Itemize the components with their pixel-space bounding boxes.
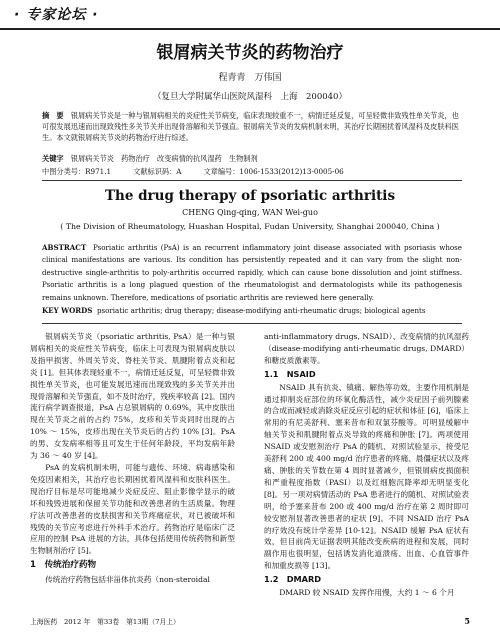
- chinese-keywords-label: 关键字: [42, 154, 64, 163]
- section-header: [0, 0, 500, 30]
- document-code: 文献标识码：A: [133, 167, 182, 176]
- body-paragraph: NSAID 具有抗炎、镇痛、解热等功效，主要作用机制是通过抑制炎症部位的环氧化酶活性，减少炎症因子前列腺素的合成而减轻或消除炎症反应引起的症状和体征 [6]，临床上常用的有尼美舒利、塞来昔布和双氯芬酸等。可明显缓解中轴关节炎和肌腱附着点炎导致的疼痛和肿胀 [7]。两项使用 NSAID 或安慰剂治疗 PsA 的随机、对照试验显示，接受尼美舒利 200 或 400 mg/d 治疗患者的疼痛、晨僵症状以及疼痛、肿胀的关节数在第 4 周时显著减少，但银屑病皮损面积和严重程度指数（PASI）以及红细胞沉降率却无明显变化 [8]。另一项对病情活动的 PsA 患者进行的随机、对照试验表明，给予塞来昔布 200 或 400 mg/d 治疗在第 2 周时即可较安慰剂显著改善患者的症状 [9]。不同 NSAID 治疗 PsA 的疗效没有统计学差异 [10-12]。NSAID 缓解 PsA 症状有效，但目前尚无证据表明其能改变疾病的进程和发展，同时副作用也很明显，包括诱发消化道溃疡、出血、心血管事件和加重皮损等 [13]。: [264, 382, 469, 571]
- english-abstract-text: Psoriatic arthritis (PsA) is an recurrent inflammatory joint disease associated with psoriasis whose clinical manifestations are various. Its condition has persistently repeated and it can vary from the slight non-destructive single-arthritis to poly-arthritis occurred rapidly, which can cause bone dissolution and joint stiffness. Psoriatic arthritis is a long plagued question of the rheumatologist and dermatologists while its pathogenesis remains unknown. Therefore, medications of psoriatic arthritis are reviewed here generally.: [42, 243, 463, 302]
- english-title: The drug therapy of psoriatic arthritis: [104, 188, 396, 204]
- chinese-keywords-text: 银屑病关节炎 药物治疗 改变病情的抗风湿药 生物制剂: [70, 154, 258, 163]
- section-tag: · 专家论坛 ·: [14, 7, 99, 23]
- english-abstract: [42, 242, 462, 304]
- english-keywords-text: psoriatic arthritis; drug therapy; disease-modifying anti-rheumatic drugs; biological agents: [96, 306, 426, 315]
- english-keywords-label: KEY WORDS: [42, 306, 93, 315]
- page-footer: [30, 616, 470, 626]
- page-number: 5: [464, 616, 470, 626]
- english-authors: CHENG Qing-qing, WAN Wei-guo: [182, 208, 318, 217]
- clc-number: 中图分类号：R971.1: [42, 167, 112, 176]
- chinese-authors: 程青青 万伟国: [218, 73, 282, 83]
- body-paragraph: DMARD 较 NSAID 发挥作用慢，大约 1 ～ 6 个月: [279, 588, 455, 598]
- body-right-column: [264, 331, 469, 599]
- article-number: 文章编号：1006-1533(2012)13-0005-06: [203, 167, 344, 176]
- chinese-abstract: [42, 110, 462, 143]
- header-rule: [0, 28, 500, 30]
- classification-row: [42, 167, 462, 177]
- body-paragraph: 银屑病关节炎（psoriatic arthritis, PsA）是一种与银屑病相关的炎症性关节病变，临床上可表现为银屑病皮肤以及指甲损害、外周关节炎、脊柱关节炎、肌腱附着点炎和起炎 [1]。但其体表现轻重不一，病情迁延反复，可呈轻微非致损性单关节炎，也可能发展迅速而出现致残的多关节关并出现骨溶解和关节强直，如不及时治疗，残疾率较高 [2]。国内流行病学调查报道，PsA 占总银屑病的 0.69%，其中皮肤出现在关节炎之前的占约 75%，皮疹和关节炎同时出现的占 10% ～ 15%，皮疹出现在关节炎后的占约 10% [3]。PsA 的男、女发病率相等且可发生于任何年龄段，平均发病年龄为 36 ～ 40 岁 [4]。: [30, 332, 235, 461]
- divider-rule: [42, 323, 462, 324]
- body-paragraph: anti-inflammatory drugs, NSAID）、改变病情的抗风湿药（disease-modifying anti-rheumatic drugs, DMARD）和糖皮质激素等。: [264, 332, 469, 365]
- subsection-heading: 1.1 NSAID: [264, 368, 316, 379]
- english-abstract-label: ABSTRACT: [42, 243, 87, 252]
- body-paragraph: PsA 的发病机制未明，可能与遗传、环境、病毒感染和免疫因素相关，其治疗也长期困扰着风湿科和皮肤科医生。现治疗目标是尽可能地减少炎症反应、阻止影像学显示的破坏和残毁进展和保留关节功能和改善患者的生活质量。物理疗法可改善患者的皮肤损害和关节疼痛症状，对已被破坏和残毁的关节应考虑进行外科手术治疗。药物治疗是临床广泛应用的控制 PsA 进展的方法，具体包括使用传统药物和新型生物制剂治疗 [5]。: [30, 462, 235, 556]
- english-affiliation: ( The Division of Rheumatology, Huashan Hospital, Fudan University, Shanghai 200040, China ): [60, 222, 440, 231]
- chinese-affiliation: （复旦大学附属华山医院风湿科 上海 200040）: [153, 92, 347, 102]
- journal-info: 上海医药 2012 年 第33卷 第13期（7月上）: [30, 618, 180, 626]
- subsection-heading: 1.2 DMARD: [264, 574, 322, 585]
- english-keywords: [42, 306, 462, 315]
- chinese-abstract-label: 摘 要: [42, 111, 64, 120]
- divider-rule: [42, 180, 462, 181]
- chinese-keywords: [42, 154, 462, 164]
- chinese-title: 银屑病关节炎的药物治疗: [156, 43, 344, 63]
- body-paragraph: 传统治疗药物包括非甾体抗炎药（non-steroidal: [45, 575, 210, 585]
- chinese-abstract-text: 银屑病关节炎是一种与银屑病相关的炎症性关节病变，临床表现较重不一，病情迁延反复，可呈轻微非致残性单关节炎，也可很发展迅速而出现致残性多关节关并出现骨溶解和关节强直。银屑病关节炎的发病机制未明，其治疗长期困扰着风湿科及皮肤科医生。本文就银屑病关节炎的药物治疗进行综述。: [42, 111, 459, 142]
- section-heading: 1 传统治疗药物: [30, 560, 97, 571]
- body-left-column: [30, 331, 235, 586]
